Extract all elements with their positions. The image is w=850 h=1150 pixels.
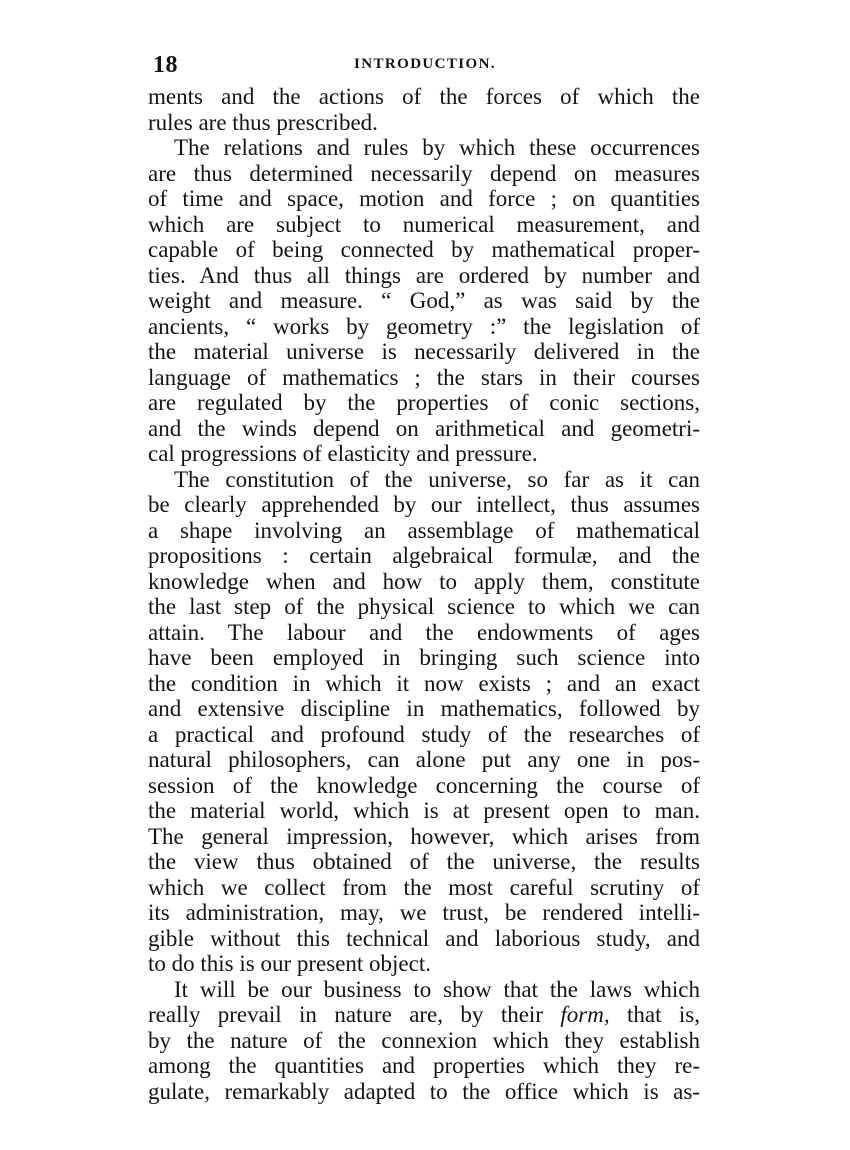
text-line: The general impression, however, which arises from: [148, 823, 700, 849]
text-segment: really prevail in nature are, by their: [148, 1002, 561, 1027]
text-line: ancients, “ works by geometry :” the legislation of: [148, 313, 700, 339]
text-line: the last step of the physical science to which we can: [148, 594, 700, 619]
text-line: and extensive discipline in mathematics, followed by: [148, 696, 700, 721]
page-header: [150, 52, 700, 82]
text-line: have been employed in bringing such science into: [148, 645, 700, 670]
text-line: rules are thus prescribed.: [148, 109, 378, 135]
text-line: language of mathematics ; the stars in their courses: [148, 364, 700, 390]
text-line: propositions : certain algebraical formulæ, and the: [148, 543, 700, 568]
text-line: its administration, may, we trust, be rendered intelli-: [148, 900, 700, 925]
page-number: 18: [153, 52, 178, 78]
text-line: which we collect from the most careful scrutiny of: [148, 874, 700, 900]
text-line: ments and the actions of the forces of which the: [148, 84, 700, 109]
text-line: among the quantities and properties which they re-: [148, 1053, 700, 1078]
text-line: attain. The labour and the endowments of ages: [148, 619, 700, 645]
text-line: natural philosophers, can alone put any one in pos-: [148, 747, 700, 772]
italic-word: form,: [560, 1002, 610, 1027]
body-text: [148, 84, 700, 1104]
text-line: which are subject to numerical measurement, and: [148, 211, 700, 237]
text-line: are regulated by the properties of conic sections,: [148, 390, 700, 415]
text-line: a shape involving an assemblage of mathematical: [148, 517, 700, 543]
text-line: The constitution of the universe, so far as it can: [174, 466, 700, 492]
text-line: the condition in which it now exists ; and an exact: [148, 670, 700, 696]
text-line: weight and measure. “ God,” as was said by the: [148, 288, 700, 313]
text-line: to do this is our present object.: [148, 951, 431, 976]
text-line: a practical and profound study of the researches of: [148, 721, 700, 747]
text-line: It will be our business to show that the laws which: [174, 976, 700, 1002]
text-line: ties. And thus all things are ordered by number and: [148, 262, 700, 288]
text-line: gible without this technical and laborious study, and: [148, 925, 700, 951]
text-line: the view thus obtained of the universe, the results: [148, 849, 700, 874]
text-line: by the nature of the connexion which they establish: [148, 1027, 700, 1053]
text-line: of time and space, motion and force ; on quantities: [148, 186, 700, 211]
text-segment: that is,: [609, 1002, 700, 1027]
text-line: knowledge when and how to apply them, constitute: [148, 568, 700, 594]
text-line: session of the knowledge concerning the course of: [148, 772, 700, 798]
text-line: and the winds depend on arithmetical and geometri-: [148, 415, 700, 441]
text-line: are thus determined necessarily depend on measures: [148, 160, 700, 186]
text-line: the material universe is necessarily delivered in the: [148, 339, 700, 364]
text-line: gulate, remarkably adapted to the office which is as-: [148, 1078, 700, 1104]
text-line: the material world, which is at present open to man.: [148, 798, 700, 823]
text-line: cal progressions of elasticity and pressure.: [148, 441, 538, 466]
running-head: INTRODUCTION.: [354, 56, 496, 72]
text-line: The relations and rules by which these occurrences: [174, 135, 700, 160]
text-line: be clearly apprehended by our intellect, thus assumes: [148, 492, 700, 517]
text-line: [148, 1002, 700, 1028]
text-line: capable of being connected by mathematical proper-: [148, 237, 700, 262]
